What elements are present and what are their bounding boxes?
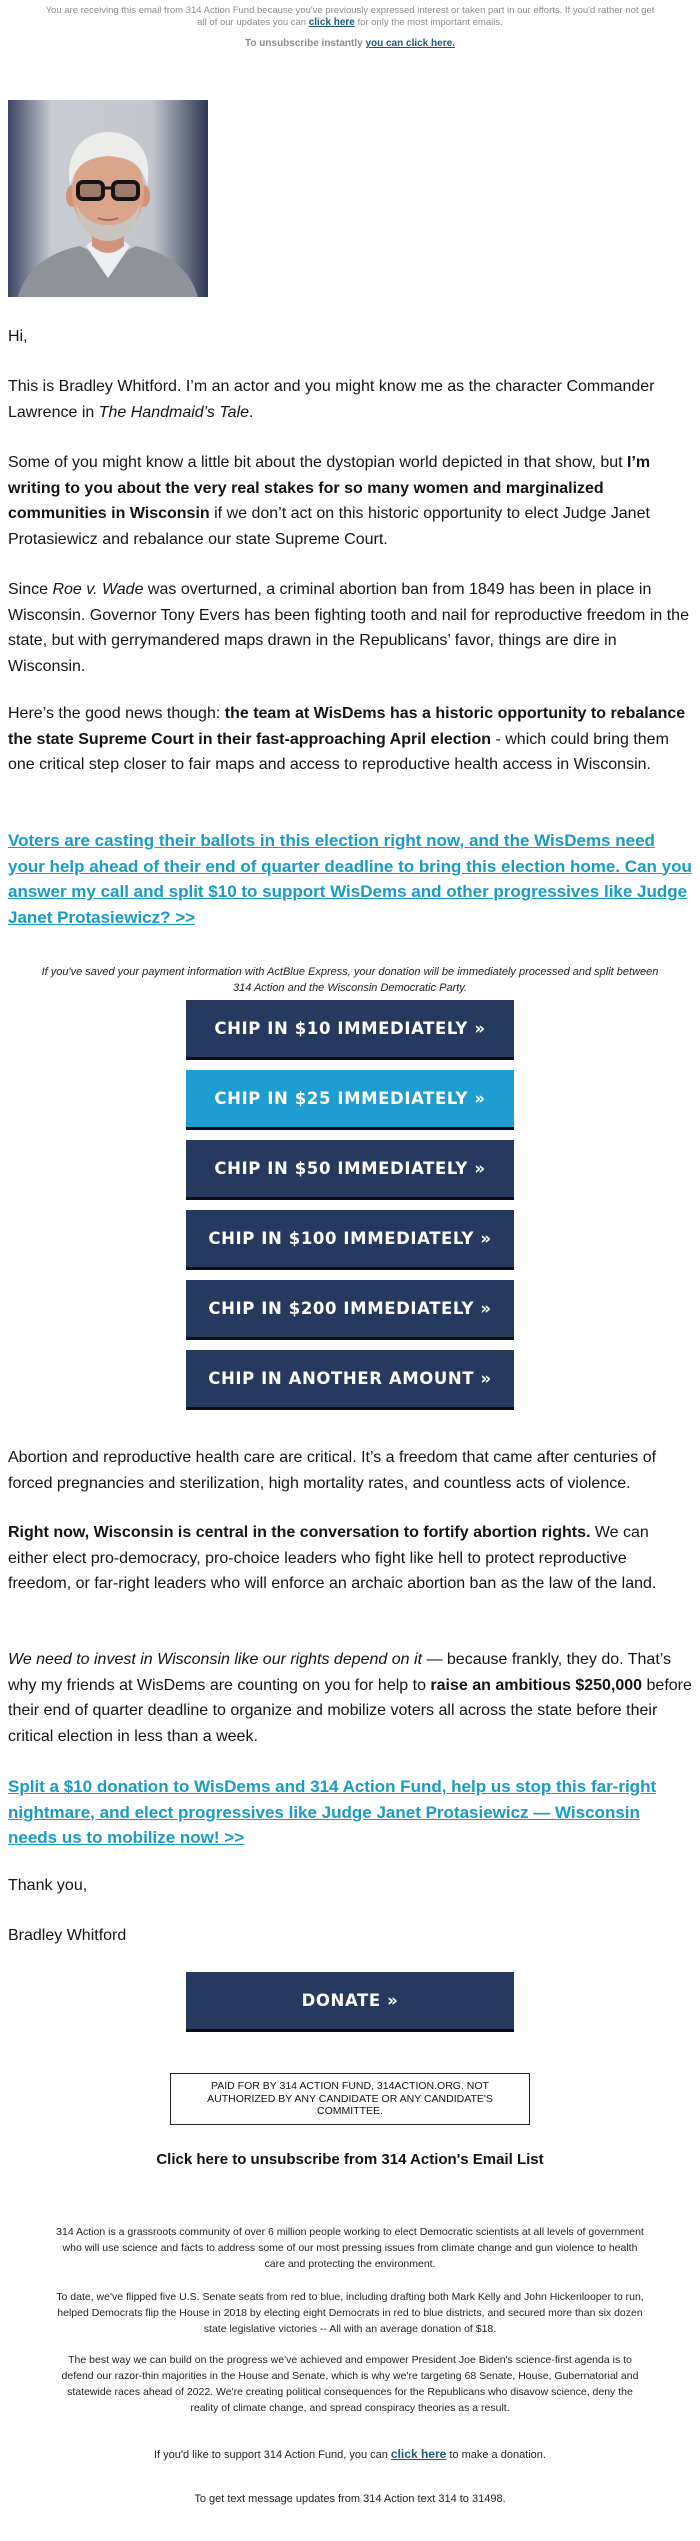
good-news-lead: Here’s the good news though: xyxy=(8,705,225,722)
donate-button[interactable]: DONATE » xyxy=(186,1972,514,2032)
footer-sms: To get text message updates from 314 Action text 314 to 31498. xyxy=(194,2493,506,2505)
wisconsin-emphasis: Right now, Wisconsin is central in the conversation to fortify abortion rights. xyxy=(8,1524,591,1541)
good-news-tail: - which could bring them one critical step closer to fair maps and access to reproductive health access in Wisconsin. xyxy=(8,730,669,773)
chip-in-200-button[interactable]: CHIP IN $200 IMMEDIATELY » xyxy=(186,1280,514,1340)
preheader-notice xyxy=(45,5,655,29)
greeting: Hi, xyxy=(8,328,28,345)
stakes-lead: Some of you might know a little bit about the dystopian world depicted in that show, but xyxy=(8,454,628,471)
invest-tail: before their end of quarter deadline to organize and mobilize voters all across the state before their critical election in less than a week. xyxy=(8,1676,692,1745)
chip-in-25-button[interactable]: CHIP IN $25 IMMEDIATELY » xyxy=(186,1070,514,1130)
unsubscribe-line xyxy=(0,2150,700,2170)
background-lead: Since xyxy=(8,581,53,598)
cta-link-split-donation[interactable]: Split a $10 donation to WisDems and 314 Action Fund, help us stop this far-right nightmare, and elect progressives like Judge Janet Protasiewicz — Wisconsin needs us to mobilize now! >> xyxy=(8,1777,657,1847)
invest-italic: We need to invest in Wisconsin like our rights depend on it xyxy=(8,1651,423,1668)
intro-paragraph xyxy=(8,374,692,425)
photo-glasses-left xyxy=(78,182,103,199)
closing: Thank you, xyxy=(8,1877,88,1894)
cta-paragraph-2 xyxy=(8,1774,692,1851)
show-title: The Handmaid’s Tale xyxy=(98,403,250,421)
critical-paragraph: Abortion and reproductive health care are critical. It’s a freedom that came after centuries of forced pregnancies and sterilization, high mortality rates, and countless acts of violence. xyxy=(8,1449,657,1492)
invest-middle: — because frankly, they do. That’s why my friends at WisDems are counting on you for help to xyxy=(8,1651,672,1694)
footer-record: To date, we've flipped five U.S. Senate seats from red to blue, including drafting both Mark Kelly and John Hickenlooper to run, helped Democrats flip the House in 2018 by electing eight Democrats in red to blue districts, and secured more than six dozen state legislative victories -- All with an average donation of $18. xyxy=(56,2291,644,2335)
stakes-tail: if we don’t act on this historic opportunity to elect Judge Janet Protasiewicz and rebalance our state Supreme Court. xyxy=(8,505,650,548)
paid-for-disclaimer: PAID FOR BY 314 ACTION FUND, 314ACTION.ORG. NOT AUTHORIZED BY ANY CANDIDATE OR ANY CANDIDATE'S COMMITTEE. xyxy=(170,2073,530,2125)
intro-text: This is Bradley Whitford. I’m an actor and you might know me as the character Commander Lawrence in xyxy=(8,378,655,421)
preheader-notice-tail: for only the most important emails. xyxy=(354,17,503,28)
footer-about: 314 Action is a grassroots community of over 6 million people working to elect Democratic scientists at all levels of government who will use science and facts to address some of our most pressing issues from climate change and gun violence to health care and protecting the environment. xyxy=(56,2226,644,2270)
footer-donate-link[interactable]: click here xyxy=(390,2447,447,2461)
sender-photo xyxy=(8,100,208,297)
chip-in-50-button[interactable]: CHIP IN $50 IMMEDIATELY » xyxy=(186,1140,514,1200)
chip-in-other-amount-button[interactable]: CHIP IN ANOTHER AMOUNT » xyxy=(186,1350,514,1410)
preheader-unsubscribe xyxy=(45,38,655,50)
background-tail: was overturned, a criminal abortion ban from 1849 has been in place in Wisconsin. Governor Tony Evers has been fighting tooth and nail for reproductive freedom in the state, but with gerrymandered maps drawn in the Republicans’ favor, things are dire in Wisconsin. xyxy=(8,581,689,675)
preheader-unsubscribe-text: To unsubscribe instantly xyxy=(245,38,366,49)
wisconsin-paragraph xyxy=(8,1520,692,1597)
footer-support xyxy=(55,2445,645,2464)
good-news-emphasis: the team at WisDems has a historic opportunity to rebalance the state Supreme Court in their fast-approaching April election xyxy=(8,705,686,748)
footer-support-tail: to make a donation. xyxy=(446,2449,546,2461)
stakes-paragraph xyxy=(8,450,692,552)
preheader-preferences-link[interactable]: click here xyxy=(308,17,355,28)
wisconsin-tail: We can either elect pro-democracy, pro-choice leaders who fight like hell to protect reproductive freedom, or far-right leaders who will enforce an archaic abortion ban as the law of the land. xyxy=(8,1524,657,1592)
case-name: Roe v. Wade xyxy=(52,581,144,598)
preheader-unsubscribe-link[interactable]: you can click here. xyxy=(365,38,455,49)
unsubscribe-link[interactable]: Click here to unsubscribe from 314 Action's Email List xyxy=(156,2151,544,2168)
photo-glasses-right xyxy=(113,182,138,199)
footer-strategy: The best way we can build on the progress we've achieved and empower President Joe Biden's science-first agenda is to defend our razor-thin majorities in the House and Senate, which is why we're targeting 68 Senate, House, Gubernatorial and statewide races ahead of 2022. We're creating political consequences for the Republicans who disavow science, deny the reality of climate change, and spread conspiracy theories as a result. xyxy=(61,2354,639,2414)
intro-end: . xyxy=(249,403,254,421)
signature: Bradley Whitford xyxy=(8,1927,127,1944)
stakes-emphasis: I’m writing to you about the very real stakes for so many women and marginalized communities in Wisconsin xyxy=(8,454,651,522)
preheader-notice-text: You are receiving this email from 314 Action Fund because you've previously expressed interest or taken part in our efforts. If you'd rather not get all of our updates you can xyxy=(45,5,655,28)
actblue-note: If you've saved your payment information with ActBlue Express, your donation will be immediately processed and split between 314 Action and the Wisconsin Democratic Party. xyxy=(41,966,659,994)
good-news-paragraph xyxy=(8,701,692,778)
invest-goal: raise an ambitious $250,000 xyxy=(430,1676,643,1694)
background-paragraph xyxy=(8,577,692,679)
cta-link-split-10[interactable]: Voters are casting their ballots in this election right now, and the WisDems need your help ahead of their end of quarter deadline to bring this election home. Can you answer my call and split $10 to support WisDems and other progressives like Judge Janet Protasiewicz? >> xyxy=(8,831,692,927)
chip-in-10-button[interactable]: CHIP IN $10 IMMEDIATELY » xyxy=(186,1000,514,1060)
chip-in-100-button[interactable]: CHIP IN $100 IMMEDIATELY » xyxy=(186,1210,514,1270)
cta-paragraph-1 xyxy=(8,828,692,930)
footer-support-lead: If you'd like to support 314 Action Fund, you can xyxy=(154,2449,391,2461)
invest-paragraph xyxy=(8,1647,692,1749)
